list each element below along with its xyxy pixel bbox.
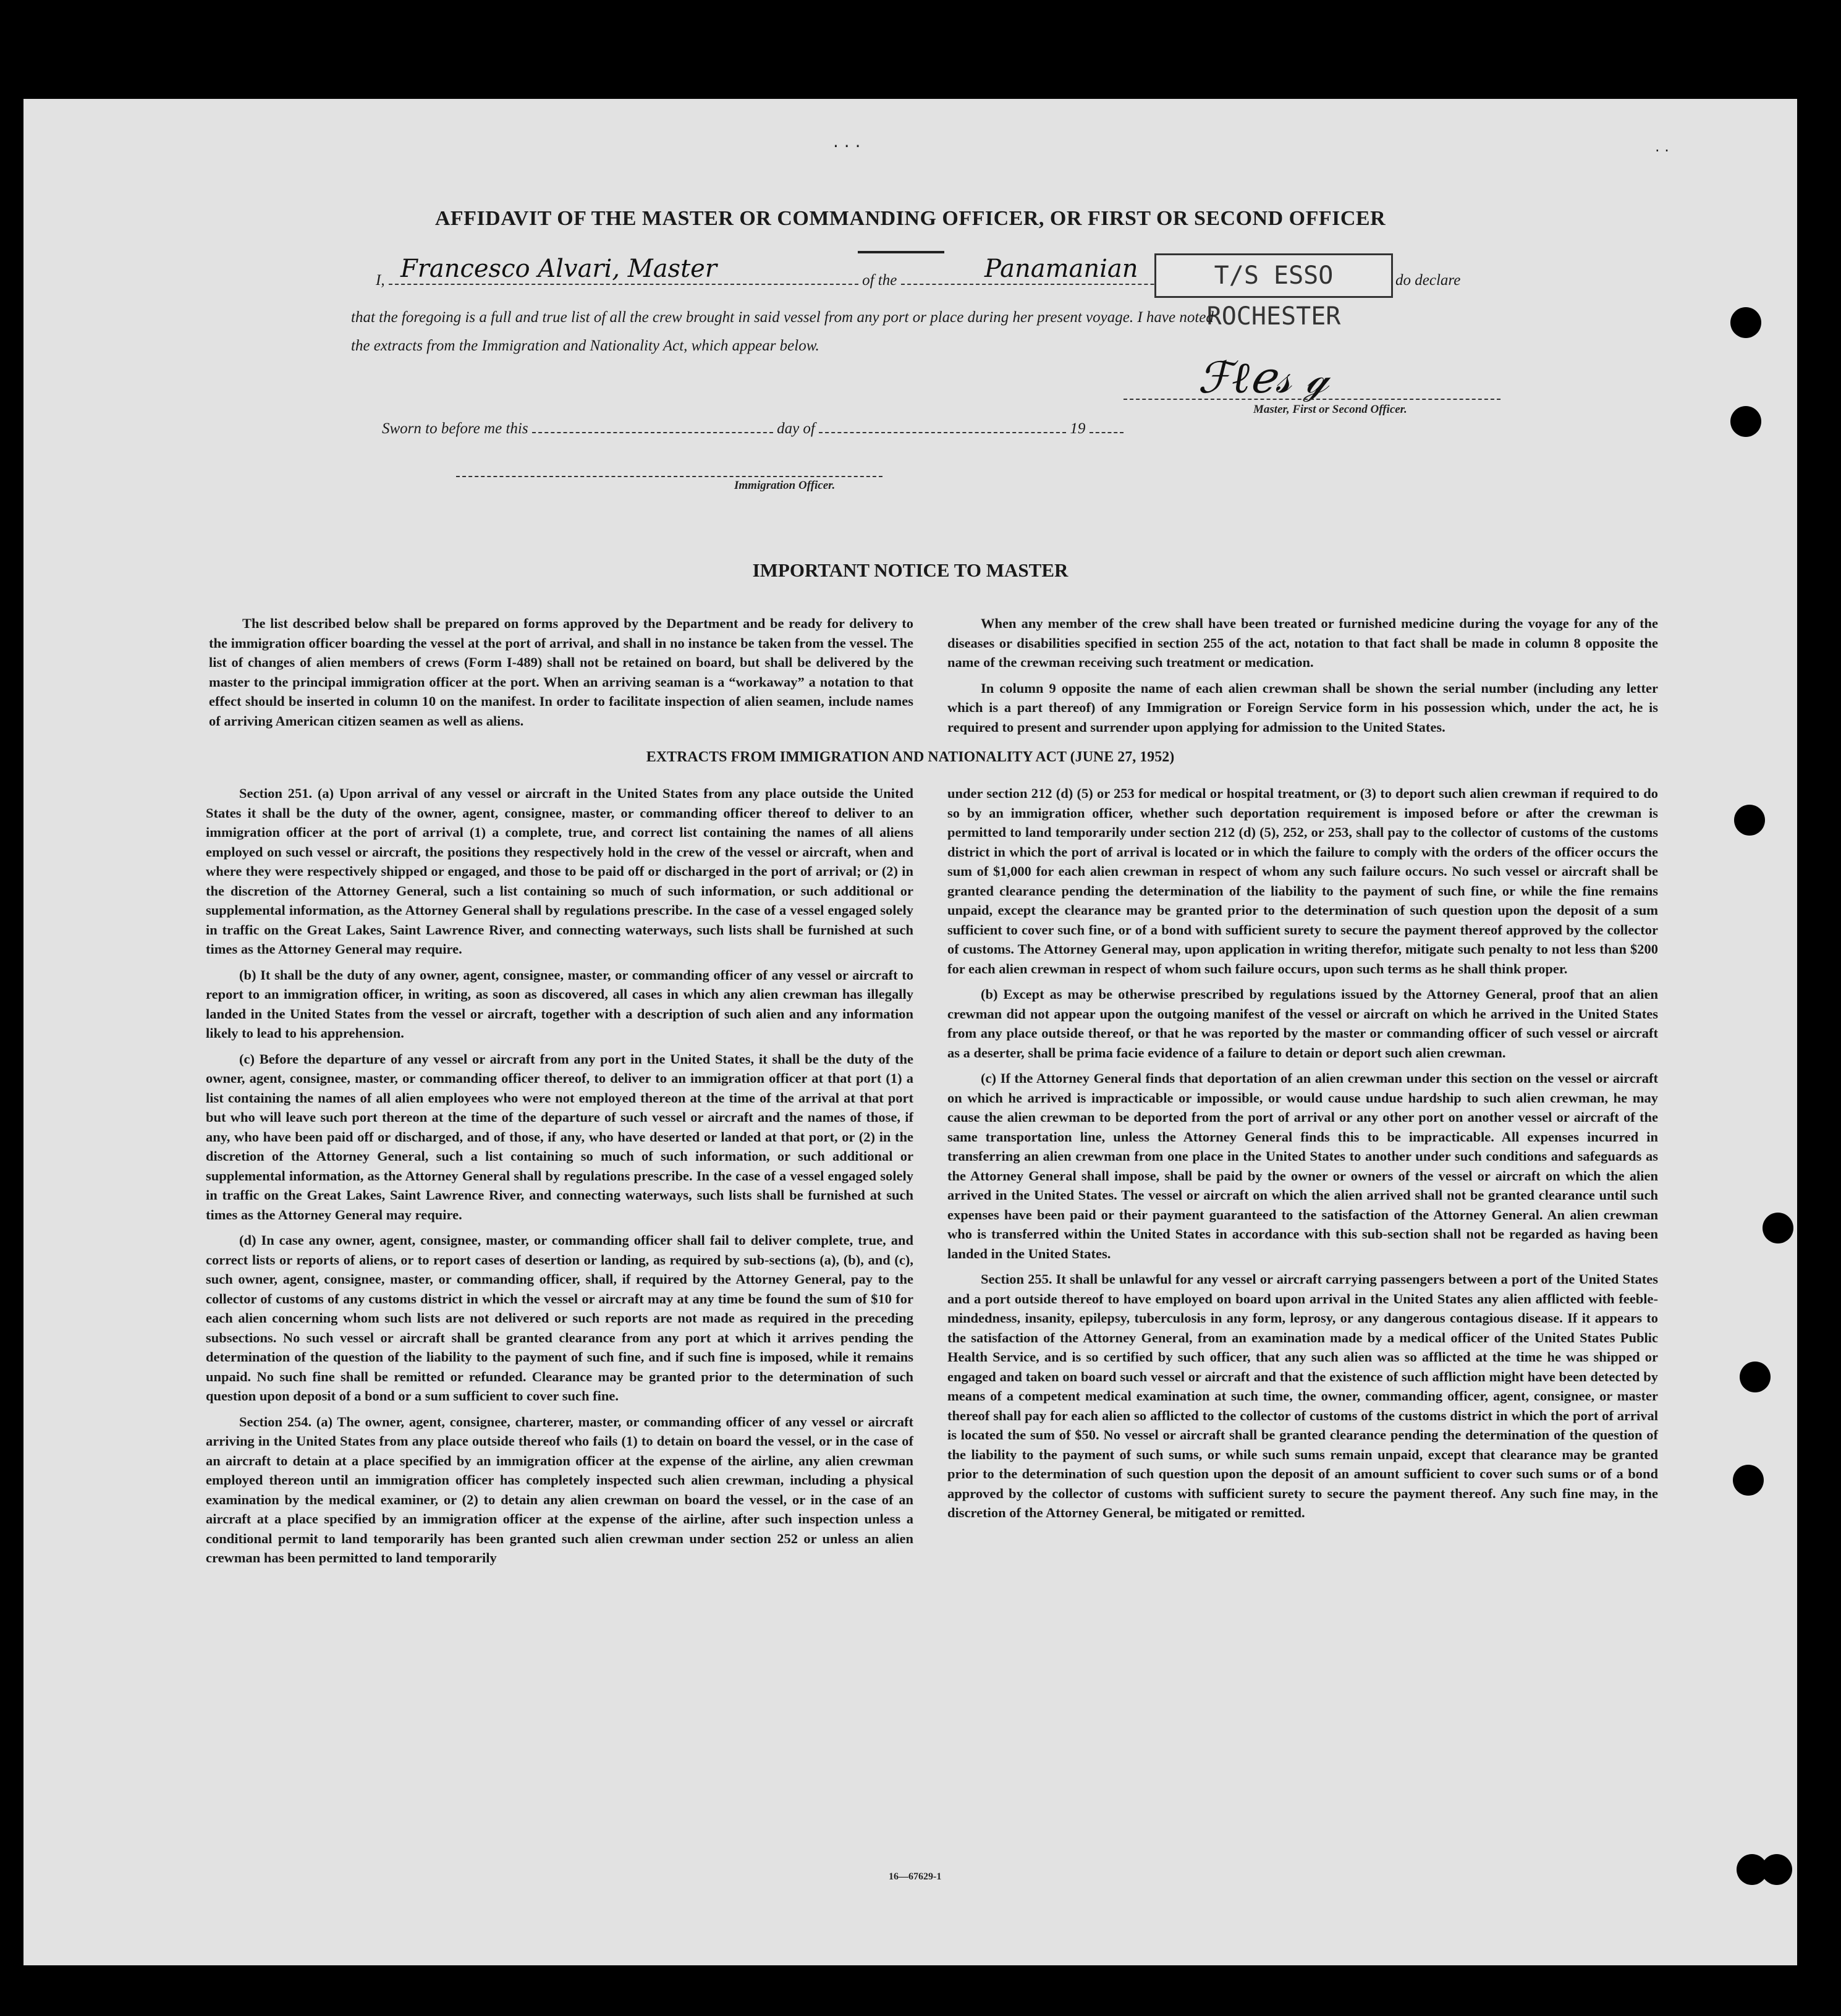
year-label: 19 bbox=[1070, 420, 1086, 437]
immigration-officer-caption: Immigration Officer. bbox=[734, 479, 836, 492]
binder-hole bbox=[1730, 307, 1761, 338]
notice-left-paragraph: The list described below shall be prepared on forms approved by the Department and be ready for delivery to the immigration officer boarding the vessel at the port of arrival, and shall in no instance be taken from the vessel. The list of changes of alien members of crews (Form I-489) shall not be retained on board, but shall be delivered by the master to the principal immigration officer at the port. When an arriving seaman is a “workaway” a notation to that effect should be inserted in column 10 on the manifest. In order to facilitate inspection of alien seamen, include names of arriving American citizen seamen as well as aliens. bbox=[209, 616, 913, 729]
binder-hole bbox=[1740, 1362, 1771, 1392]
sworn-line bbox=[382, 420, 1124, 438]
i-label: I, bbox=[376, 272, 385, 289]
binder-hole bbox=[1734, 805, 1765, 836]
officer-signature: ℱℓℯ𝓈 ℊ bbox=[1198, 352, 1329, 403]
day-of-label: day of bbox=[777, 420, 815, 437]
section-251-d: (d) In case any owner, agent, consignee, master, or commanding officer shall fail to deliver complete, true, and correct lists or reports of aliens, or to report cases of desertion or landing, as required by sub-sections (a), (b), and (c), such owner, agent, consignee, master, or commanding officer, shall, if required by the Attorney General, pay to the collector of customs of any customs district in which the vessel or aircraft may at any time be found the sum of $10 for each alien concerning whom such lists are not delivered or such reports are not made as required in the preceding subsections. No such vessel or aircraft shall be granted clearance from any port at which it arrives pending the determination of the question of the liability to the payment of such fine, and if such fine is imposed, while it remains unpaid. No such fine shall be remitted or refunded. Clearance may be granted prior to the determination of such question upon deposit of a bond or a sum sufficient to cover such fine. bbox=[206, 1232, 913, 1404]
binder-hole bbox=[1733, 1465, 1764, 1496]
signature-caption: Master, First or Second Officer. bbox=[1253, 403, 1407, 416]
master-name-handwritten: Francesco Alvari, Master bbox=[400, 255, 717, 283]
binder-hole bbox=[1761, 1854, 1792, 1885]
vessel-handwritten: Panamanian bbox=[984, 255, 1138, 283]
section-251-a: Section 251. (a) Upon arrival of any vessel or aircraft in the United States from any place outside the United States it shall be the duty of the owner, agent, consignee, master, or commanding officer thereof to deliver to an immigration officer at the port of arrival (1) a complete, true, and correct list containing the names of all aliens employed on such vessel or aircraft, the positions they respectively hold in the crew of the vessel or aircraft, when and where they were respectively shipped or engaged, and those to be paid off or discharged in the port of arrival; or (2) in the discretion of the Attorney General, such a list containing so much of such information, or such additional or supplemental information, as the Attorney General shall by regulations prescribe. In the case of a vessel engaged solely in traffic on the Great Lakes, Saint Lawrence River, and connecting waterways, such lists shall be furnished at such times as the Attorney General may require. bbox=[206, 786, 913, 957]
declaration-line-2: that the foregoing is a full and true list of all the crew brought in said vessel from any port or place during her present voyage. I have noted bbox=[351, 309, 1214, 326]
do-declare-label: do declare bbox=[1395, 272, 1461, 289]
notice-heading: IMPORTANT NOTICE TO MASTER bbox=[752, 559, 1069, 581]
scan-artifact: · · bbox=[1655, 142, 1669, 159]
sworn-label: Sworn to before me this bbox=[382, 420, 528, 437]
extracts-right-column bbox=[947, 784, 1658, 1529]
section-254-c: (c) If the Attorney General finds that deportation of an alien crewman under this section on the vessel or aircraft on which he arrived is impracticable or impossible, or would cause undue hardship to such alien crewman, he may cause the alien crewman to be deported from the port of arrival or any other port on another vessel or aircraft of the same transportation line, unless the Attorney General finds this to be impracticable. All expenses incurred in transferring an alien crewman from one place in the United States to another under such conditions and safeguards as the Attorney General shall impose, shall be paid by the owner or owners of the vessel or aircraft on which the alien arrived in the United States. The vessel or aircraft on which the alien arrived shall not be granted clearance until such expenses have been paid or their payment guaranteed to the satisfaction of the Attorney General. An alien crewman who is transferred within the United States in accordance with this sub-section shall not be regarded as having been landed in the United States. bbox=[947, 1070, 1658, 1261]
section-251-c: (c) Before the departure of any vessel or aircraft from any port in the United States, it shall be the duty of the owner, agent, consignee, master, or commanding officer thereof, to deliver to an immigration officer at that port (1) a list containing the names of all alien employees who were not employed thereon at the time of the arrival at that port but who will leave such port thereon at the time of the departure of such vessel or aircraft and the names of those, if any, who have been paid off or discharged, and of those, if any, who have deserted or landed at that port, or (2) in the discretion of the Attorney General, such a list containing so much of such information, or such additional or supplemental information, as the Attorney General shall by regulations prescribe. In the case of a vessel engaged solely in traffic on the Great Lakes, Saint Lawrence River, and connecting waterways, such lists shall be furnished at such times as the Attorney General may require. bbox=[206, 1051, 913, 1222]
binder-hole bbox=[1730, 406, 1761, 437]
form-code: 16—67629-1 bbox=[889, 1871, 942, 1882]
scan-artifact: · · · bbox=[833, 136, 861, 156]
section-255: Section 255. It shall be unlawful for any vessel or aircraft carrying passengers between a port of the United States and a port outside thereof to have employed on board upon arrival in the United States any alien afflicted with feeble-mindedness, insanity, epilepsy, tuberculosis in any form, leprosy, or any dangerous contagious disease. If it appears to the satisfaction of the Attorney General, from an examination made by a medical officer of the United States Public Health Service, and is so certified by such officer, that any such alien was so afflicted at the time he was shipped or engaged and taken on board such vessel or aircraft and that the existence of such affliction might have been detected by means of a competent medical examination at such time, the owner, commanding officer, agent, consignee, or master thereof shall pay for each alien so afflicted to the collector of customs of the customs district in which the port of arrival is located the sum of $50. No vessel or aircraft shall be granted clearance pending the determination of the question of the liability to the payment of such sums, or while such sums remain unpaid, except that clearance may be granted prior to the determination of such question upon the deposit of an amount sufficient to cover such sums or of a bond approved by the collector of customs with sufficient surety to secure the payment thereof. Any such fine may, in the discretion of the Attorney General, be mitigated or remitted. bbox=[947, 1271, 1658, 1520]
vessel-stamp: T/S ESSO ROCHESTER bbox=[1154, 253, 1393, 298]
notice-right-paragraph-1: When any member of the crew shall have been treated or furnished medicine during the voyage for any of the diseases or disabilities specified in section 255 of the act, notation to that fact shall be made in column 8 opposite the name of the crewman receiving such treatment or medication. bbox=[947, 616, 1658, 670]
affidavit-title: AFFIDAVIT OF THE MASTER OR COMMANDING OFFICER, OR FIRST OR SECOND OFFICER bbox=[434, 207, 1386, 230]
signature-line bbox=[1124, 399, 1500, 400]
notice-left-column bbox=[209, 614, 913, 737]
sworn-year-field bbox=[1090, 421, 1124, 433]
section-254-a: Section 254. (a) The owner, agent, consignee, charterer, master, or commanding officer of any vessel or aircraft arriving in the United States from any place outside thereof who fails (1) to detain on board the vessel, or in the case of an aircraft to detain at a place specified by an immigration officer at the expense of the airline, any alien crewman employed thereon until an immigration officer has completely inspected such alien crewman, including a physical examination by the medical examiner, or (2) to detain any alien crewman on board the vessel, or in the case of an aircraft at a place specified by an immigration officer at the expense of the airline, after such inspection unless a conditional permit to land temporarily has been granted such alien crewman under section 252 or unless an alien crewman has been permitted to land temporarily bbox=[206, 1413, 913, 1565]
title-rule bbox=[858, 251, 944, 253]
sworn-day-field bbox=[532, 421, 773, 433]
section-251-b: (b) It shall be the duty of any owner, agent, consignee, master, or commanding officer of any vessel or aircraft to report to an immigration officer, in writing, as soon as discovered, all cases in which any alien crewman has illegally landed in the United States from the vessel or aircraft, together with a description of such alien and any information likely to lead to his apprehension. bbox=[206, 967, 913, 1041]
sworn-month-field bbox=[819, 421, 1066, 433]
notice-right-paragraph-2: In column 9 opposite the name of each alien crewman shall be shown the serial number (including any letter which is a part thereof) of any Immigration or Foreign Service form in his possession which, under the act, he is required to present and surrender upon applying for admission to the United States. bbox=[947, 680, 1658, 735]
of-the-label: of the bbox=[862, 272, 897, 289]
declaration-line-3: the extracts from the Immigration and Nationality Act, which appear below. bbox=[351, 337, 819, 354]
section-254-a-continued: under section 212 (d) (5) or 253 for medical or hospital treatment, or (3) to deport such alien crewman if required to do so by an immigration officer, whether such deportation requirement is imposed before or after the crewman is permitted to land temporarily under section 212 (d) (5), 252, or 253, shall pay to the collector of customs of the customs district in which the port of arrival is located or in which the failure to comply with the orders of the officer occurs the sum of $1,000 for each alien crewman in respect of whom any such failure occurs. No such vessel or aircraft shall be granted clearance pending the determination of the liability to the payment of such fine, or while the fine remains unpaid, except the clearance may be granted prior to the determination of such question upon the deposit of a sum sufficient to cover such fine, or of a bond with sufficient surety to secure the payment thereof approved by the collector of customs. The Attorney General may, upon application in writing therefor, mitigate such penalty to not less than $200 for each alien crewman in respect of whom such failure occurs, upon such terms as he shall think proper. bbox=[947, 786, 1658, 976]
notice-right-column bbox=[947, 614, 1658, 743]
immigration-officer-line bbox=[456, 476, 882, 477]
document-page bbox=[23, 99, 1797, 1965]
extracts-heading: EXTRACTS FROM IMMIGRATION AND NATIONALITY ACT (JUNE 27, 1952) bbox=[646, 749, 1175, 765]
extracts-left-column bbox=[206, 784, 913, 1574]
binder-hole bbox=[1763, 1213, 1793, 1243]
section-254-b: (b) Except as may be otherwise prescribed by regulations issued by the Attorney General, proof that an alien crewman did not appear upon the outgoing manifest of the vessel or aircraft on which he arrived in the United States from any place outside thereof, or that he was reported by the master or commanding officer of such vessel or aircraft as a deserter, shall be prima facie evidence of a failure to detain or deport such alien crewman. bbox=[947, 986, 1658, 1061]
